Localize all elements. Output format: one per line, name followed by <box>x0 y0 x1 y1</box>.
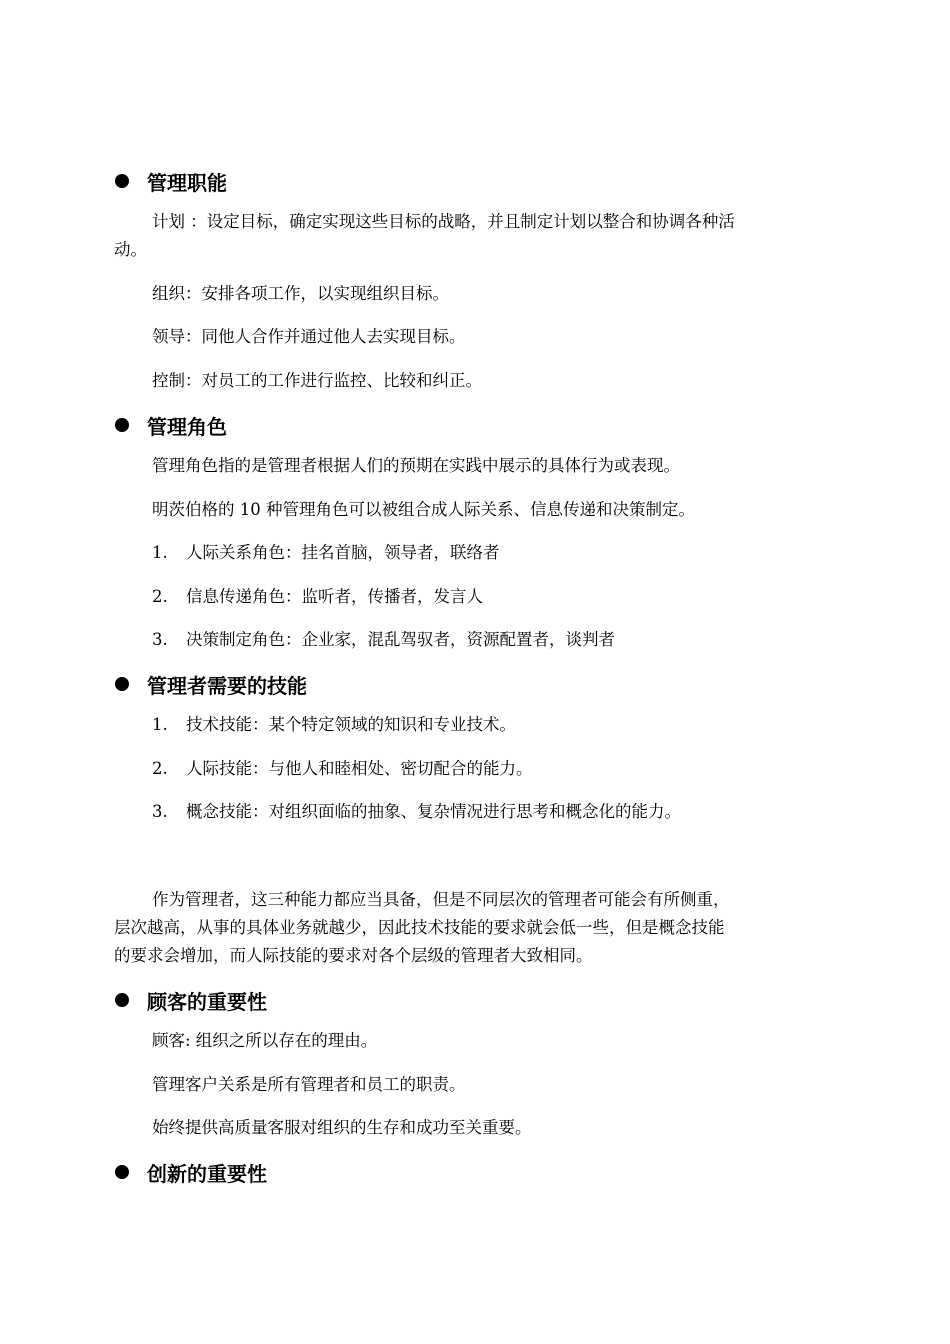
list-text: 信息传递角色：监听者，传播者，发言人 <box>186 587 483 606</box>
section-heading-management-functions <box>114 166 227 196</box>
list-number: 2. <box>152 587 168 606</box>
list-item <box>152 802 681 822</box>
list-text: 概念技能：对组织面临的抽象、复杂情况进行思考和概念化的能力。 <box>186 802 681 821</box>
heading-text: 管理者需要的技能 <box>147 673 307 698</box>
list-number: 3. <box>152 630 168 649</box>
heading-text: 管理职能 <box>147 170 227 195</box>
text-line: 管理客户关系是所有管理者和员工的职责。 <box>152 1075 466 1094</box>
section-heading-management-roles <box>114 410 227 440</box>
text-line: 动。 <box>114 240 147 259</box>
list-text: 人际技能：与他人和睦相处、密切配合的能力。 <box>186 759 533 778</box>
list-text: 人际关系角色：挂名首脑，领导者，联络者 <box>186 543 500 562</box>
heading-text: 创新的重要性 <box>147 1161 267 1186</box>
list-number: 2. <box>152 759 168 778</box>
list-item <box>152 759 533 779</box>
list-item <box>152 587 483 607</box>
heading-text: 管理角色 <box>147 414 227 439</box>
text-line: 领导：同他人合作并通过他人去实现目标。 <box>152 327 466 346</box>
heading-text: 顾客的重要性 <box>147 989 267 1014</box>
list-text: 技术技能：某个特定领域的知识和专业技术。 <box>186 715 516 734</box>
bullet-icon <box>115 174 129 188</box>
list-number: 3. <box>152 802 168 821</box>
bullet-icon <box>115 1165 129 1179</box>
paragraph-line: 作为管理者，这三种能力都应当具备，但是不同层次的管理者可能会有所侧重， <box>152 890 730 909</box>
list-text: 决策制定角色：企业家，混乱驾驭者，资源配置者，谈判者 <box>186 630 615 649</box>
list-item <box>152 543 500 563</box>
section-heading-innovation-importance <box>114 1157 267 1187</box>
text-line: 计划 ：设定目标，确定实现这些目标的战略，并且制定计划以整合和协调各种活 <box>152 212 735 231</box>
text-line: 控制：对员工的工作进行监控、比较和纠正。 <box>152 371 482 390</box>
section-heading-customer-importance <box>114 985 267 1015</box>
paragraph-line: 的要求会增加，而人际技能的要求对各个层级的管理者大致相同。 <box>114 946 593 965</box>
list-number: 1. <box>152 715 168 734</box>
text-line: 顾客: 组织之所以存在的理由。 <box>152 1031 378 1050</box>
text-line: 组织：安排各项工作，以实现组织目标。 <box>152 284 449 303</box>
section-heading-manager-skills <box>114 669 307 699</box>
text-line: 明茨伯格的 10 种管理角色可以被组合成人际关系、信息传递和决策制定。 <box>152 500 695 519</box>
bullet-icon <box>115 993 129 1007</box>
text-line: 管理角色指的是管理者根据人们的预期在实践中展示的具体行为或表现。 <box>152 456 680 475</box>
bullet-icon <box>115 418 129 432</box>
list-number: 1. <box>152 543 168 562</box>
bullet-icon <box>115 677 129 691</box>
list-item <box>152 630 615 650</box>
text-line: 始终提供高质量客服对组织的生存和成功至关重要。 <box>152 1118 532 1137</box>
paragraph-line: 层次越高，从事的具体业务就越少，因此技术技能的要求就会低一些，但是概念技能 <box>114 918 725 937</box>
list-item <box>152 715 516 735</box>
